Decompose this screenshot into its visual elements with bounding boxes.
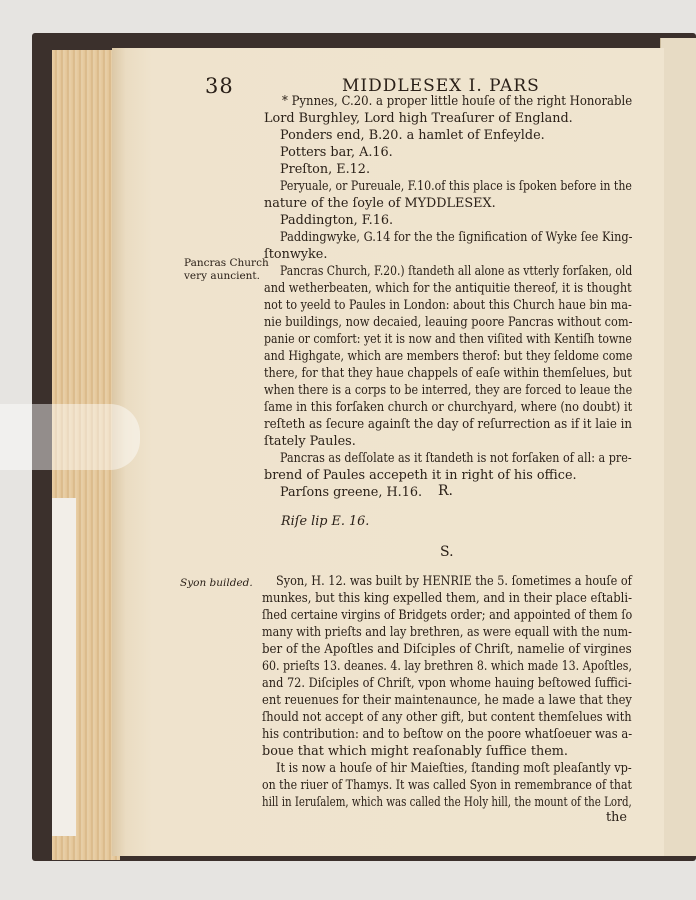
text-line: Peryuale, or Pureuale, F.10.of this place is ſpoken before in the <box>280 179 632 194</box>
text-line: boue that which might reaſonably ſuffice them. <box>262 744 568 759</box>
text-line: panie or comfort: yet it is now and then viſited with Kentiſh towne <box>264 332 632 347</box>
text-line: * Pynnes, C.20. a proper little houſe of the right Honorable <box>282 94 633 109</box>
text-line: ſhould not accept of any other gift, but content themſelues with <box>262 710 632 725</box>
catchword: the <box>606 810 627 825</box>
running-title: MIDDLESEX I. PARS <box>342 76 540 96</box>
page-number: 38 <box>205 74 234 98</box>
text-line: Ponders end, B.20. a hamlet of Enfeylde. <box>280 128 545 143</box>
text-line: nie buildings, now decaied, leauing poore Pancras without com- <box>264 315 633 330</box>
text-line: Lord Burghley, Lord high Treaſurer of England. <box>264 111 573 126</box>
text-line: and 72. Diſciples of Chriſt, vpon whome hauing beſtowed ſuffici- <box>262 676 632 691</box>
text-line: his contribution: and to beſtow on the poore whatſoeuer was a- <box>262 727 633 742</box>
text-line: and wetherbeaten, which for the antiquitie thereof, it is thought <box>264 281 632 296</box>
text-line: and Highgate, which are members therof: but they ſeldome come <box>264 349 633 364</box>
text-line: not to yeeld to Paules in London: about this Church haue bin ma- <box>264 298 632 313</box>
text-line: ent reuenues for their maintenaunce, he made a lawe that they <box>262 693 632 708</box>
text-line: reſteth as ſecure againſt the day of reſurrection as if it laie in <box>264 417 633 432</box>
text-line: Riſe lip E. 16. <box>281 514 370 529</box>
text-line: hill in Ieruſalem, which was called the Holy hill, the mount of the Lord, <box>262 795 632 810</box>
text-line: Pancras Church, F.20.) ſtandeth all alone as vtterly forſaken, old <box>280 264 633 279</box>
text-line: there, for that they haue chappels of eaſe within themſelues, but <box>264 366 632 381</box>
text-line: munkes, but this king expelled them, and in their place eſtabli- <box>262 591 632 606</box>
text-line: nature of the ſoyle of MYDDLESEX. <box>264 196 496 211</box>
text-line: on the riuer of Thamys. It was called Syon in remembrance of that <box>262 778 632 793</box>
section-heading: S. <box>440 544 454 560</box>
text-line: Paddingwyke, G.14 for the the ſignification of Wyke ſee King- <box>280 230 633 245</box>
text-line: ſtately Paules. <box>264 434 356 449</box>
facing-page-edge <box>660 38 696 856</box>
text-line: Potters bar, A.16. <box>280 145 393 160</box>
text-line: ſhed certaine virgins of Bridgets order; and appointed of them ſo <box>262 608 633 623</box>
text-line: Paddington, F.16. <box>280 213 394 228</box>
clear-tab-marker <box>0 404 140 470</box>
text-line: many with prieſts and lay brethren, as were equall with the num- <box>262 625 632 640</box>
section-heading: R. <box>438 483 453 499</box>
text-line: when there is a corps to be interred, they are forced to leaue the <box>264 383 633 398</box>
margin-note: Pancras Church <box>184 257 269 269</box>
margin-note: Syon builded. <box>180 577 253 589</box>
text-line: It is now a houſe of hir Maieſties, ſtanding moſt pleaſantly vp- <box>276 761 632 776</box>
text-line: ſtonwyke. <box>264 247 328 262</box>
text-line: Parſons greene, H.16. <box>280 485 423 500</box>
text-line: 60. prieſts 13. deanes. 4. lay brethren 8. which made 13. Apoſtles, <box>262 659 632 674</box>
text-line: Preſton, E.12. <box>280 162 371 177</box>
margin-note: very auncient. <box>184 270 260 282</box>
text-line: brend of Paules accepeth it in right of his office. <box>264 468 577 483</box>
page-edges-light <box>52 498 76 836</box>
text-line: Syon, H. 12. was built by HENRIE the 5. ſometimes a houſe of <box>276 574 632 589</box>
text-line: ber of the Apoſtles and Diſciples of Chriſt, namelie of virgines <box>262 642 632 657</box>
text-line: Pancras as deſſolate as it ſtandeth is not forſaken of all: a pre- <box>280 451 632 466</box>
text-line: ſame in this forſaken church or churchyard, where (no doubt) it <box>264 400 633 415</box>
